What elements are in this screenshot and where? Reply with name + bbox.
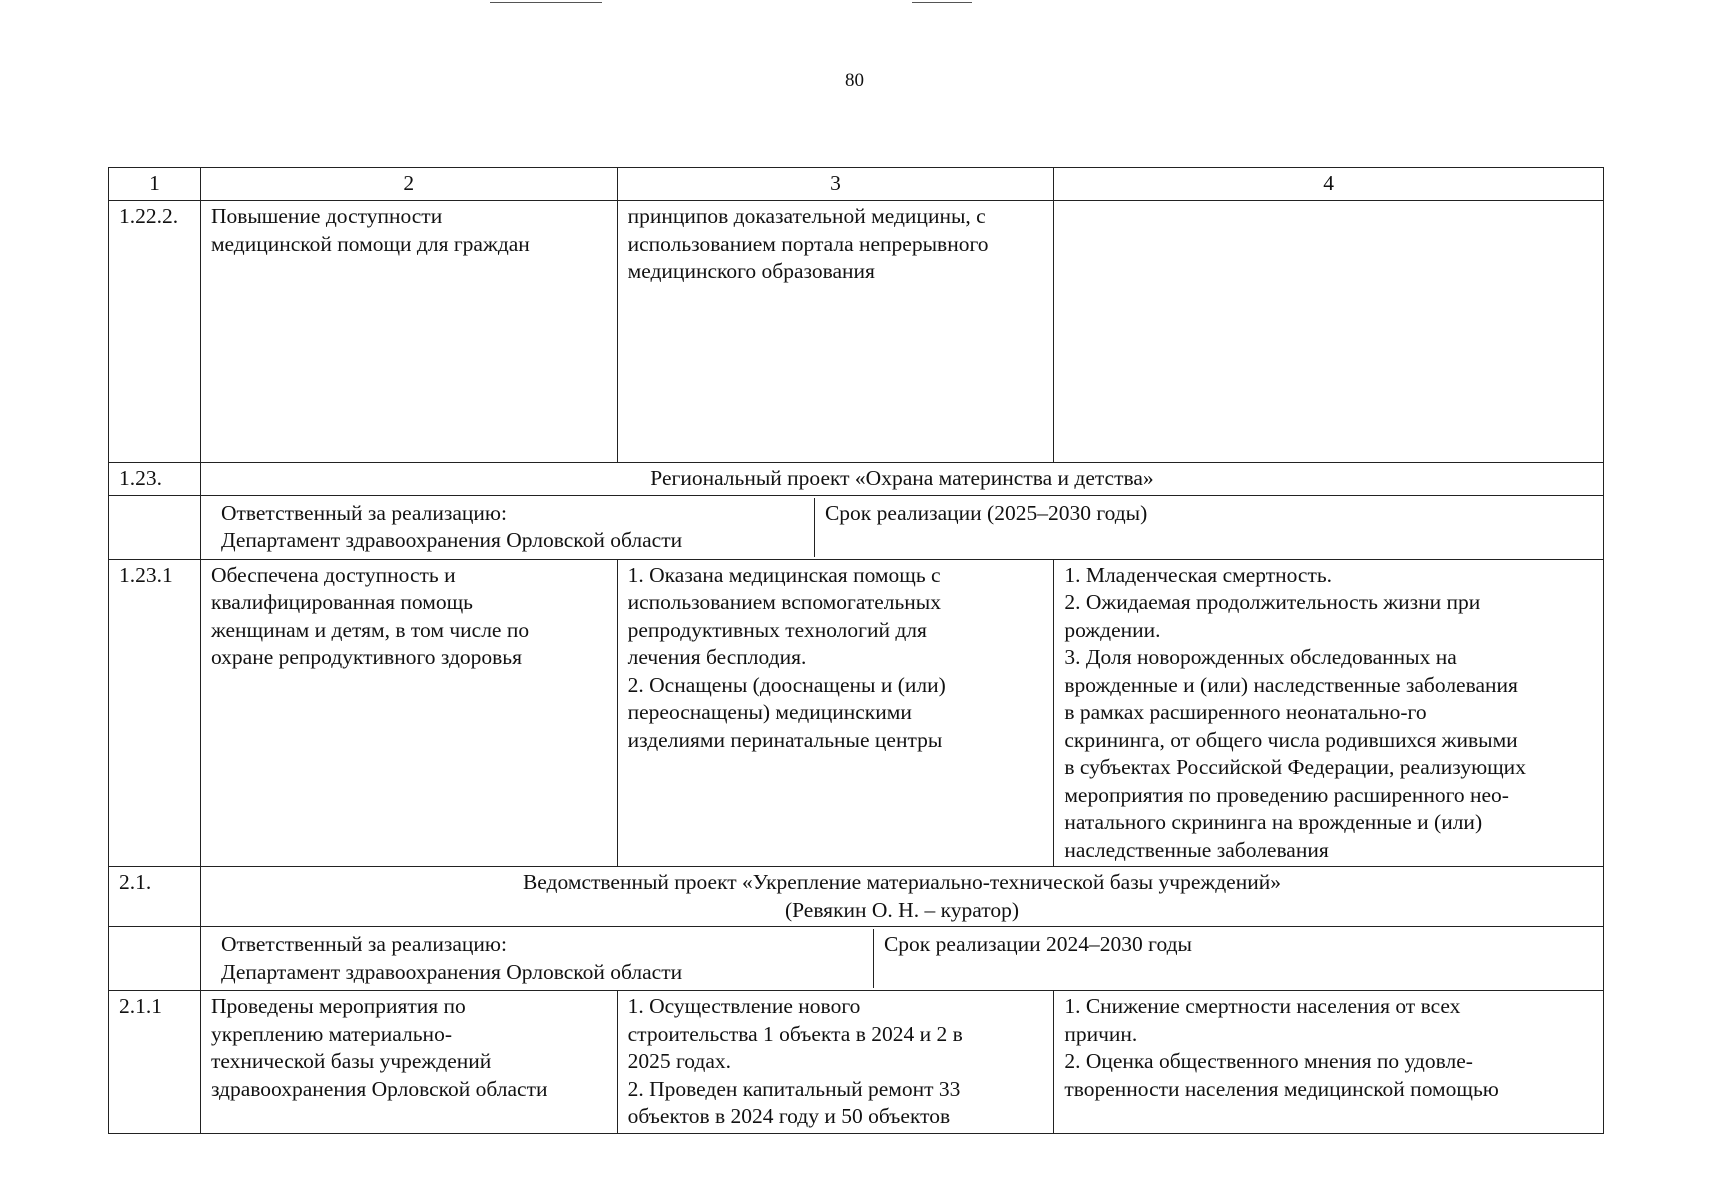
text-line: 1. Младенческая смертность. — [1064, 562, 1333, 587]
indicator-cell — [1054, 559, 1604, 867]
result-cell — [617, 991, 1054, 1134]
project-title: Региональный проект «Охрана материнства и детства» — [200, 463, 1603, 496]
text-line: укреплению материально- — [210, 1021, 452, 1046]
task-cell — [200, 559, 617, 867]
text-line: Ответственный за реализацию: — [220, 500, 507, 525]
text-line: охране репродуктивного здоровья — [210, 645, 523, 669]
text-line: Ответственный за реализацию: — [220, 932, 507, 956]
text-line: квалифицированная помощь — [210, 590, 473, 614]
text-line: 1. Оказана медицинская помощь с — [627, 562, 941, 587]
text-line: натального скрининга на врожденные и (или) — [1064, 810, 1483, 834]
text-line: принципов доказательной медицины, с — [627, 204, 986, 228]
text-line: причин. — [1064, 1021, 1138, 1046]
text-line: Обеспечена доступность и — [210, 562, 456, 587]
text-line: наследственные заболевания — [1064, 837, 1329, 862]
row-number: 2.1.1 — [109, 991, 201, 1134]
result-cell — [617, 559, 1054, 867]
text-line: лечения бесплодия. — [627, 645, 807, 669]
empty-cell — [109, 495, 201, 559]
project-info-row — [109, 927, 1604, 991]
column-header: 1 — [109, 168, 201, 201]
text-line: 1. Снижение смертности населения от всех — [1064, 994, 1461, 1018]
column-header: 2 — [200, 168, 617, 201]
text-line: медицинского образования — [627, 259, 875, 283]
table-row — [109, 559, 1604, 867]
text-line: Департамент здравоохранения Орловской области — [220, 959, 683, 984]
row-number: 2.1. — [109, 867, 201, 927]
text-line: женщинам и детям, в том числе по — [210, 617, 530, 642]
row-number: 1.22.2. — [109, 201, 201, 463]
project-title-row — [109, 867, 1604, 927]
project-title-row — [109, 463, 1604, 496]
table-row — [109, 991, 1604, 1134]
result-cell — [617, 201, 1054, 463]
text-line: 2. Ожидаемая продолжительность жизни при — [1064, 590, 1481, 614]
text-line: в рамках расширенного неонатально-го — [1064, 700, 1427, 724]
task-cell — [200, 201, 617, 463]
text-line: 2. Оценка общественного мнения по удовле- — [1064, 1049, 1473, 1073]
column-number-row — [109, 168, 1604, 201]
text-line: врожденные и (или) наследственные заболевания — [1064, 672, 1518, 697]
project-info-row — [109, 495, 1604, 559]
indicator-cell — [1054, 991, 1604, 1134]
row-number: 1.23.1 — [109, 559, 201, 867]
text-line: Срок реализации 2024–2030 годы — [883, 932, 1192, 956]
text-line: в субъектах Российской Федерации, реализующих — [1064, 755, 1526, 779]
responsible-block — [211, 498, 815, 557]
text-line: Повышение доступности — [210, 204, 443, 228]
term-block — [874, 929, 1202, 988]
text-line: мероприятия по проведению расширенного нео- — [1064, 782, 1509, 807]
text-line: рождении. — [1064, 617, 1161, 642]
indicator-cell — [1054, 201, 1604, 463]
row-number: 1.23. — [109, 463, 201, 496]
text-line: Проведены мероприятия по — [210, 994, 466, 1018]
task-cell — [200, 991, 617, 1134]
text-line: медицинской помощи для граждан — [210, 231, 530, 256]
plan-table — [108, 167, 1604, 1134]
text-line: здравоохранения Орловской области — [210, 1076, 548, 1101]
text-line: творенности населения медицинской помощью — [1064, 1076, 1499, 1101]
text-line: 3. Доля новорожденных обследованных на — [1064, 645, 1457, 669]
text-line: Департамент здравоохранения Орловской области — [220, 528, 683, 552]
text-line: (Ревякин О. Н. – куратор) — [784, 897, 1019, 922]
text-line: использованием портала непрерывного — [627, 231, 989, 256]
text-line: строительства 1 объекта в 2024 и 2 в — [627, 1021, 963, 1046]
project-info-cell — [200, 927, 1603, 991]
text-line: 1. Осуществление нового — [627, 994, 861, 1018]
text-line: переоснащены) медицинскими — [627, 700, 912, 724]
text-line: 2. Оснащены (дооснащены и (или) — [627, 672, 946, 697]
scan-artifact-line — [490, 2, 602, 3]
text-line: 2. Проведен капитальный ремонт 33 — [627, 1076, 961, 1101]
page-number: 80 — [845, 70, 864, 91]
text-line: технической базы учреждений — [210, 1049, 492, 1073]
text-line: использованием вспомогательных — [627, 590, 941, 614]
text-line: объектов в 2024 году и 50 объектов — [627, 1104, 951, 1128]
project-info-cell — [200, 495, 1603, 559]
column-header: 3 — [617, 168, 1054, 201]
column-header: 4 — [1054, 168, 1604, 201]
table-row — [109, 201, 1604, 463]
term-block — [815, 498, 1157, 557]
text-line: репродуктивных технологий для — [627, 617, 927, 642]
text-line: 2025 годах. — [627, 1049, 732, 1073]
text-line: Ведомственный проект «Укрепление материально-технической базы учреждений» — [522, 870, 1281, 894]
responsible-block — [211, 929, 874, 988]
text-line: скрининга, от общего числа родившихся живыми — [1064, 727, 1518, 752]
project-title — [200, 867, 1603, 927]
scan-artifact-line — [912, 2, 972, 3]
empty-cell — [109, 927, 201, 991]
text-line: Срок реализации (2025–2030 годы) — [824, 500, 1148, 525]
text-line: изделиями перинатальные центры — [627, 727, 943, 752]
